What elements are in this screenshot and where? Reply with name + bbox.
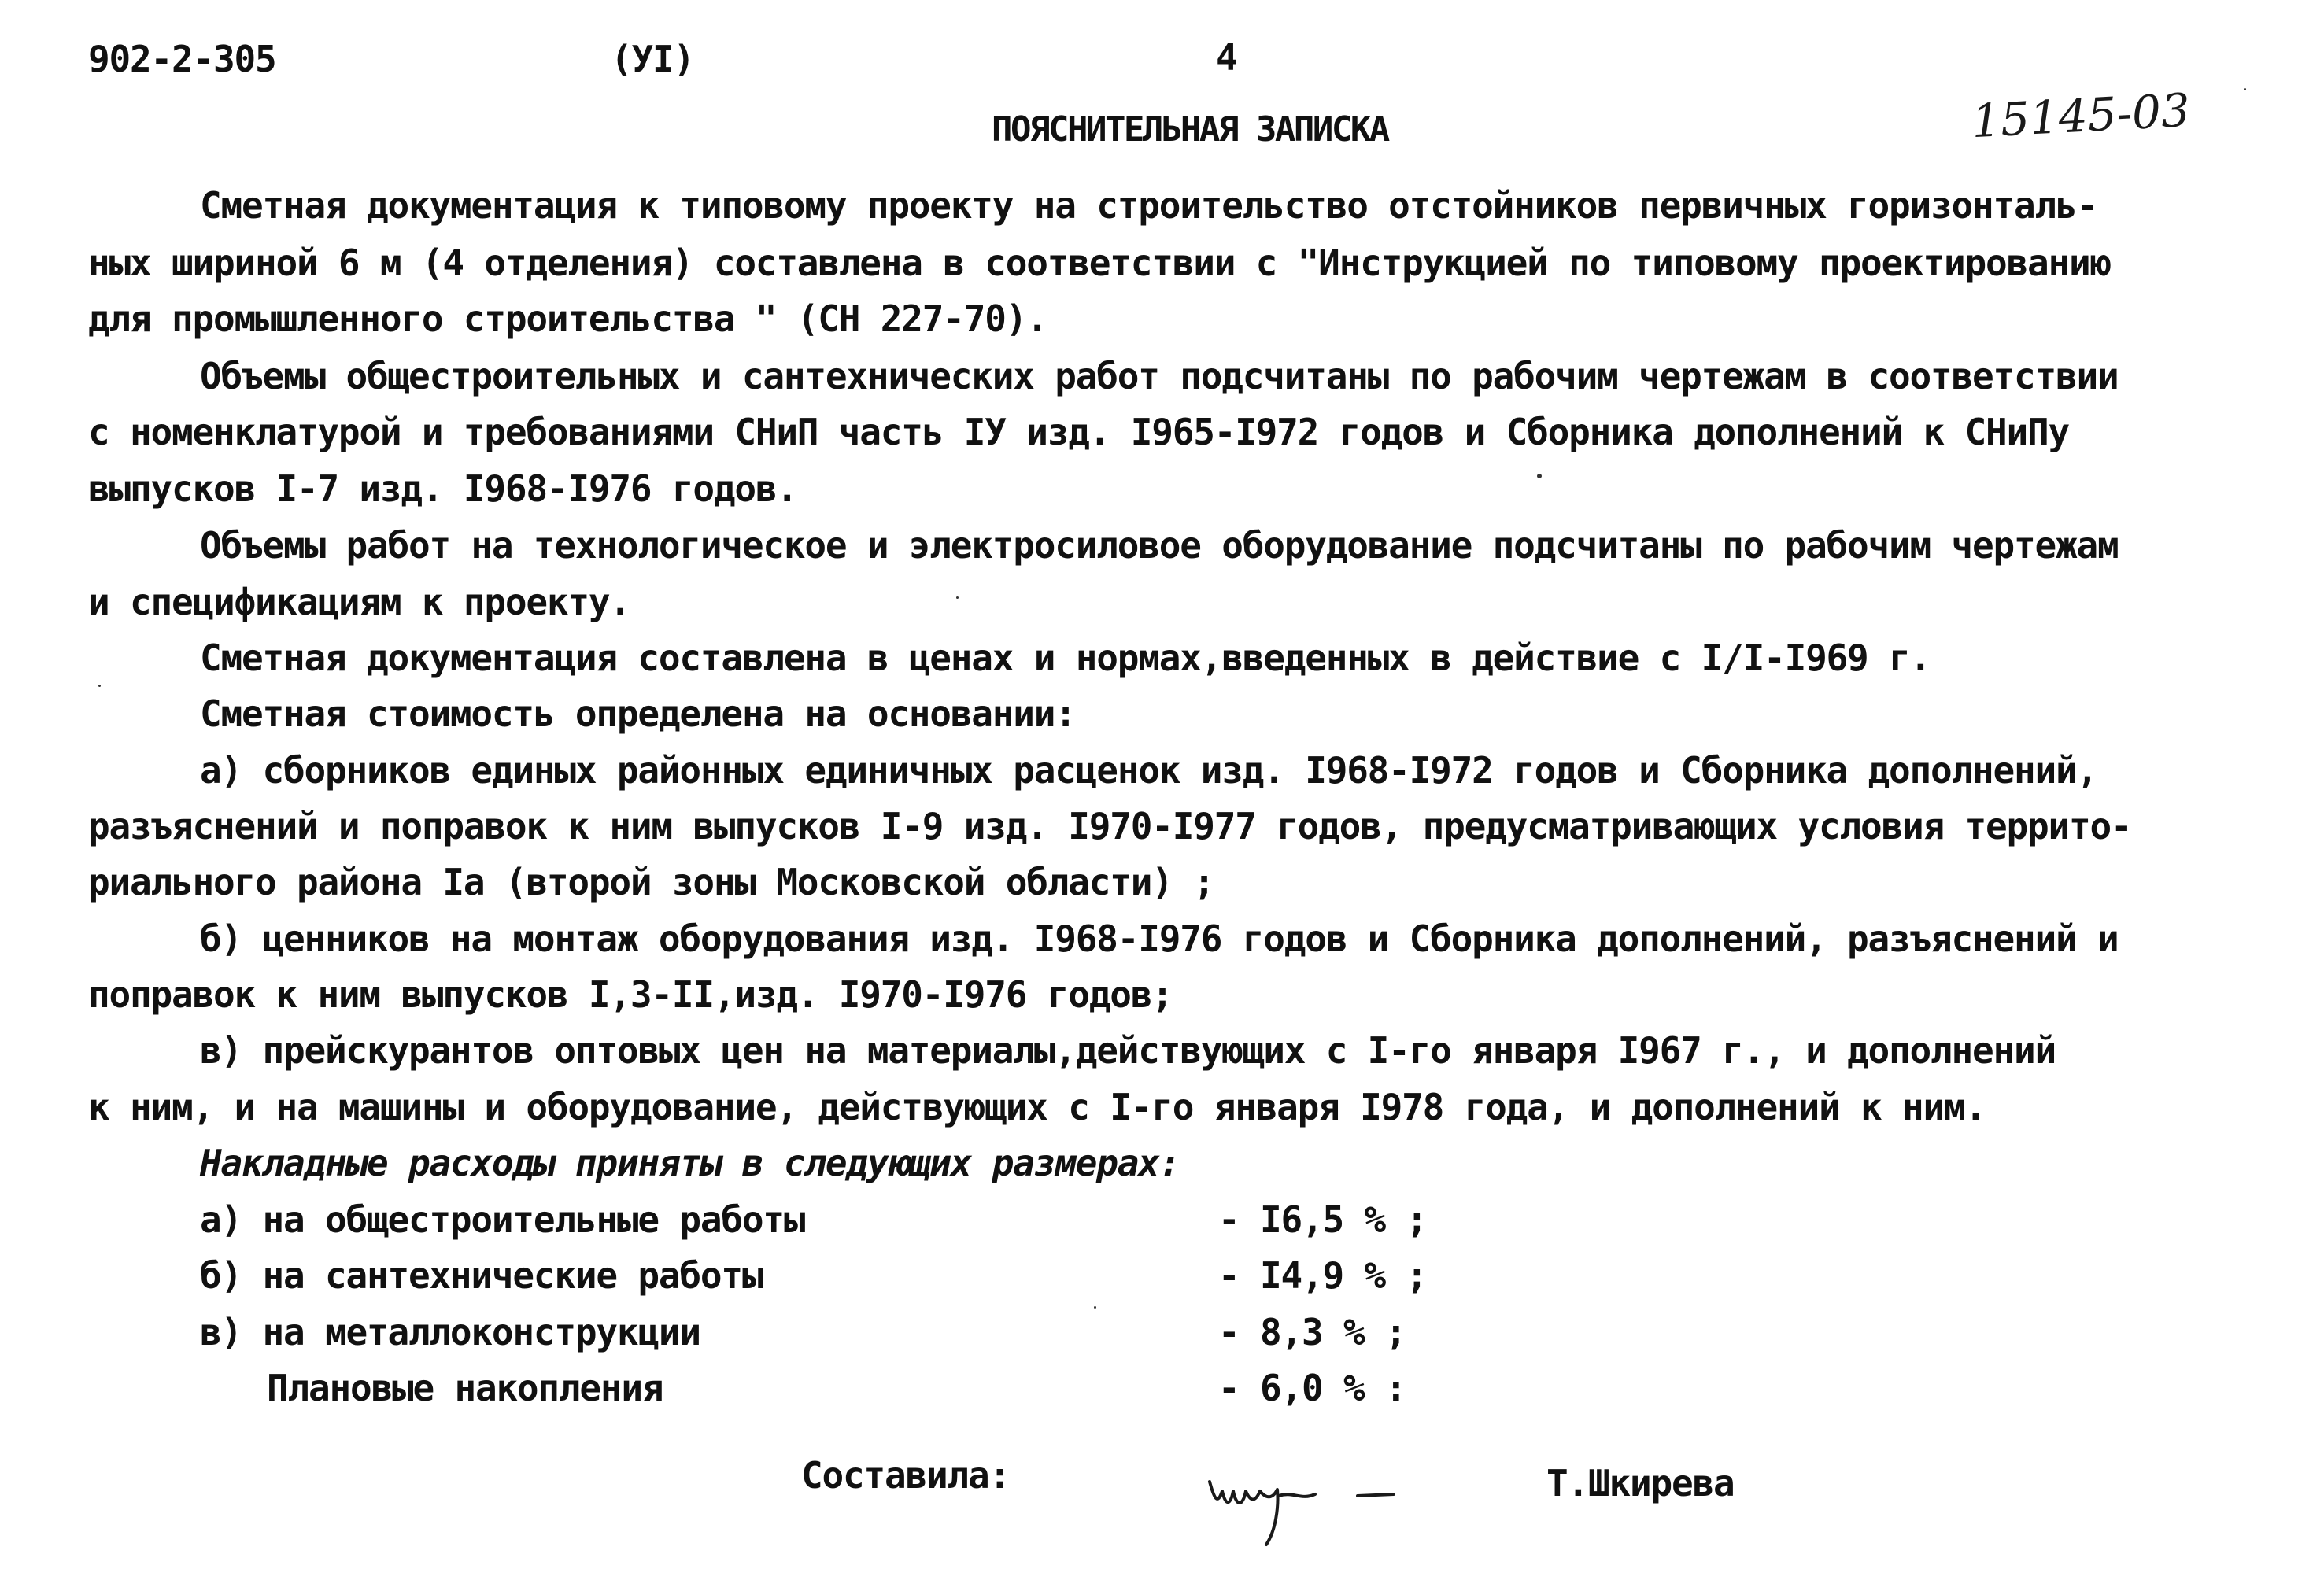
- body-line: для промышленного строительства " (СН 227-70).: [88, 297, 1047, 340]
- volume-number: (УI): [611, 38, 694, 80]
- signature-label: Составила:: [801, 1454, 1010, 1497]
- scan-speck: [2244, 88, 2246, 90]
- page-number: 4: [1216, 36, 1237, 79]
- scan-speck: [1094, 1306, 1096, 1309]
- body-line: ных шириной 6 м (4 отделения) составлена в соответствии с "Инструкцией по типовому проектированию: [88, 242, 2111, 284]
- body-line: разъяснений и поправок к ним выпусков I-9 изд. I970-I977 годов, предусматривающих условия террито-: [88, 805, 2132, 847]
- signature-name: Т.Шкирева: [1546, 1462, 1735, 1504]
- body-line: с номенклатурой и требованиями СНиП часть IУ изд. I965-I972 годов и Сборника дополнений к СНиПу: [88, 411, 2069, 453]
- body-line: выпусков I-7 изд. I968-I976 годов.: [88, 467, 797, 510]
- overhead-label: Плановые накопления: [267, 1367, 663, 1409]
- stamp-number: 15145-03: [1970, 83, 2192, 149]
- scan-speck: [98, 685, 101, 687]
- page-title: ПОЯСНИТЕЛЬНАЯ ЗАПИСКА: [992, 109, 1388, 150]
- body-line: поправок к ним выпусков I,3-II,изд. I970-I976 годов;: [88, 973, 1173, 1016]
- body-line: в) прейскурантов оптовых цен на материалы,действующих с I-го января I967 г., и дополнений: [200, 1029, 2056, 1072]
- scan-speck: [1537, 474, 1542, 478]
- body-line: Объемы общестроительных и сантехнических работ подсчитаны по рабочим чертежам в соответствии: [200, 355, 2119, 397]
- body-line: Накладные расходы приняты в следующих размерах:: [200, 1142, 1180, 1184]
- overhead-value: - I4,9 % ;: [1218, 1254, 1427, 1297]
- body-line: Сметная документация к типовому проекту на строительство отстойников первичных горизонталь-: [200, 184, 2097, 227]
- body-line: риального района Iа (второй зоны Московской области) ;: [88, 861, 1214, 903]
- body-line: и спецификациям к проекту.: [88, 581, 630, 623]
- scan-speck: [956, 596, 959, 599]
- overhead-label: в) на металлоконструкции: [200, 1311, 700, 1353]
- overhead-label: а) на общестроительные работы: [200, 1198, 805, 1241]
- body-line: к ним, и на машины и оборудование, действующих с I-го января I978 года, и дополнений к ним.: [88, 1086, 1986, 1128]
- overhead-value: - I6,5 % ;: [1218, 1198, 1427, 1241]
- body-line: Сметная стоимость определена на основании:: [200, 692, 1076, 735]
- overhead-value: - 6,0 % :: [1218, 1367, 1406, 1409]
- body-line: а) сборников единых районных единичных расценок изд. I968-I972 годов и Сборника дополнений,: [200, 749, 2097, 792]
- body-line: Сметная документация составлена в ценах и нормах,введенных в действие с I/I-I969 г.: [200, 637, 1931, 679]
- handwritten-signature-icon: [1200, 1444, 1436, 1554]
- overhead-value: - 8,3 % ;: [1218, 1311, 1406, 1353]
- body-line: Объемы работ на технологическое и электросиловое оборудование подсчитаны по рабочим чертежам: [200, 524, 2119, 567]
- body-line: б) ценников на монтаж оборудования изд. I968-I976 годов и Сборника дополнений, разъяснений и: [200, 917, 2119, 960]
- doc-code: 902-2-305: [88, 38, 276, 80]
- overhead-label: б) на сантехнические работы: [200, 1254, 763, 1297]
